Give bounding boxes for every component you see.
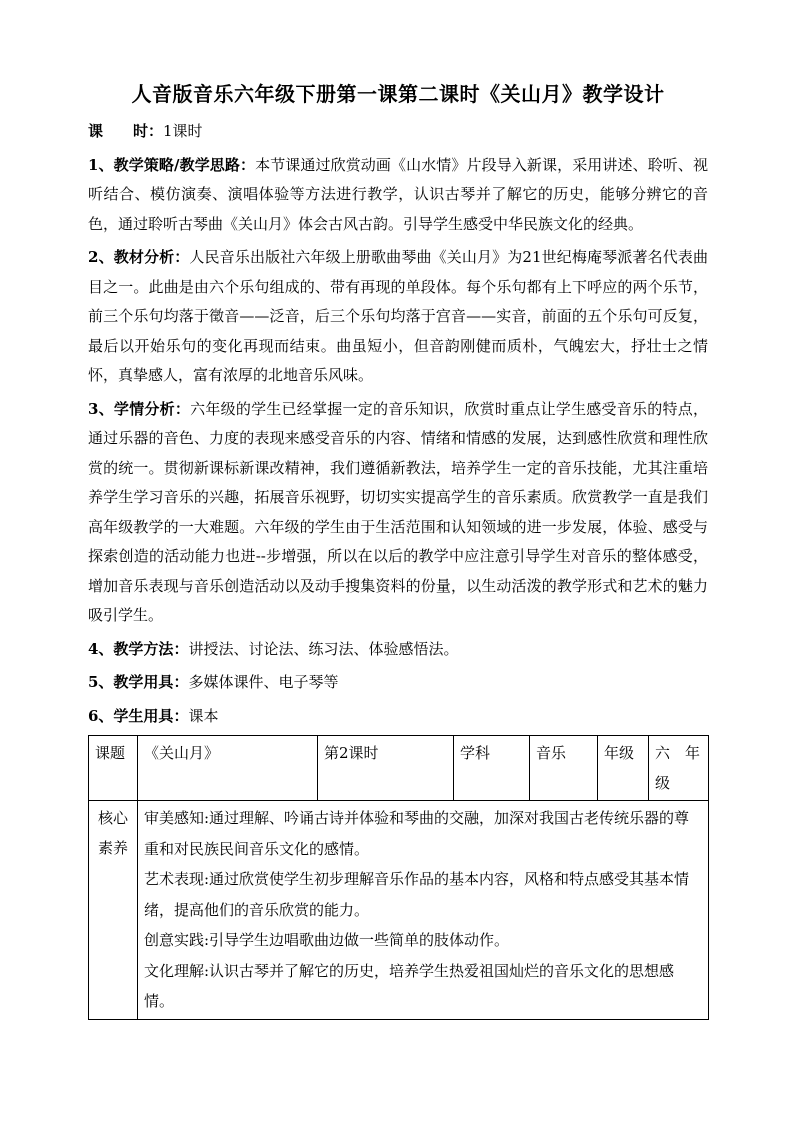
section-label: 2、教材分析： [88,248,190,266]
section-teaching-methods [88,635,708,665]
topic-value-cell: 《关山月》 [138,736,318,801]
section-label: 6、学生用具： [88,706,189,725]
section-teaching-strategy [88,151,708,240]
core-literacy-label-cell: 核心素养 [89,801,138,1020]
section-label: 1、教学策略/教学思路： [88,155,256,174]
lesson-hours-label: 课 时： [88,122,164,140]
core-item-aesthetic: 审美感知:通过理解、吟诵古诗并体验和琴曲的交融，加深对我国古老传统乐器的尊重和对民族民间音乐文化的感情。 [144,809,690,858]
section-label: 4、教学方法： [88,639,189,658]
core-literacy-row [89,801,709,1020]
core-literacy-content-cell [138,801,709,1020]
section-label: 3、学情分析： [88,399,191,418]
grade-label-cell: 年级 [598,736,649,801]
section-student-tools [88,702,708,732]
section-text: 讲授法、讨论法、练习法、体验感悟法。 [188,639,459,658]
core-item-creativity: 创意实践:引导学生边唱歌曲边做一些简单的肢体动作。 [144,931,510,949]
subject-value-cell: 音乐 [530,736,598,801]
section-material-analysis [88,243,708,391]
section-text: 课本 [188,706,219,725]
topic-label-cell: 课题 [89,736,138,801]
section-text: 本节课通过欣赏动画《山水情》片段导入新课，采用讲述、聆听、视听结合、模仿演奏、演唱体验等方法进行教学，认识古琴并了解它的历史，能够分辨它的音色，通过聆听古琴曲《关山月》体会古风古韵。引导学生感受中华民族文化的经典。 [88,155,708,233]
section-label: 5、教学用具： [88,673,189,691]
document-title: 人音版音乐六年级下册第一课第二课时《关山月》教学设计 [131,82,665,106]
section-text: 人民音乐出版社六年级上册歌曲琴曲《关山月》为21世纪梅庵琴派著名代表曲目之一。此曲是由六个乐句组成的、带有再现的单段体。每个乐句都有上下呼应的两个乐节，前三个乐句均落于徵音——泛音，后三个乐句均落于宫音——实音，前面的五个乐句可反复， 最后以开始乐句的变化再现而结束。曲虽短小，但音韵刚健而质朴，气魄宏大，抒壮士之情怀，真挚感人，富有浓厚的北地音乐风味。 [88,248,708,384]
lesson-number-cell: 第2课时 [318,736,454,801]
lesson-info-table [88,735,709,1020]
section-teaching-tools [88,668,708,698]
section-text: 六年级的学生已经掌握一定的音乐知识，欣赏时重点让学生感受音乐的特点，通过乐器的音色、力度的表现来感受音乐的内容、情绪和情感的发展，达到感性欣赏和理性欣赏的统一。贯彻新课标新课改精神，我们遵循新教法，培养学生一定的音乐技能，尤其注重培养学生学习音乐的兴趣，拓展音乐视野，切切实实提高学生的音乐素质。欣赏教学一直是我们高年级教学的一大难题。六年级的学生由于生活范围和认知领域的进一步发展，体验、感受与探索创造的活动能力也进--步增强，所以在以后的教学中应注意引导学生对音乐的整体感受，增加音乐表现与音乐创造活动以及动手搜集资料的份量，以生动活泼的教学形式和艺术的魅力吸引学生。 [88,399,708,624]
section-learner-analysis [88,395,708,631]
lesson-hours-line [88,117,708,147]
grade-value-cell: 六 年级 [649,736,709,801]
lesson-hours-value: 1课时 [163,122,203,140]
core-item-expression: 艺术表现:通过欣赏使学生初步理解音乐作品的基本内容，风格和特点感受其基本情绪，提高他们的音乐欣赏的能力。 [144,870,690,919]
core-item-culture: 文化理解:认识古琴并了解它的历史，培养学生热爱祖国灿烂的音乐文化的思想感情。 [144,961,675,1010]
subject-label-cell: 学科 [454,736,530,801]
table-header-row [89,736,709,801]
section-text: 多媒体课件、电子琴等 [188,673,339,691]
document-page [88,78,708,1020]
